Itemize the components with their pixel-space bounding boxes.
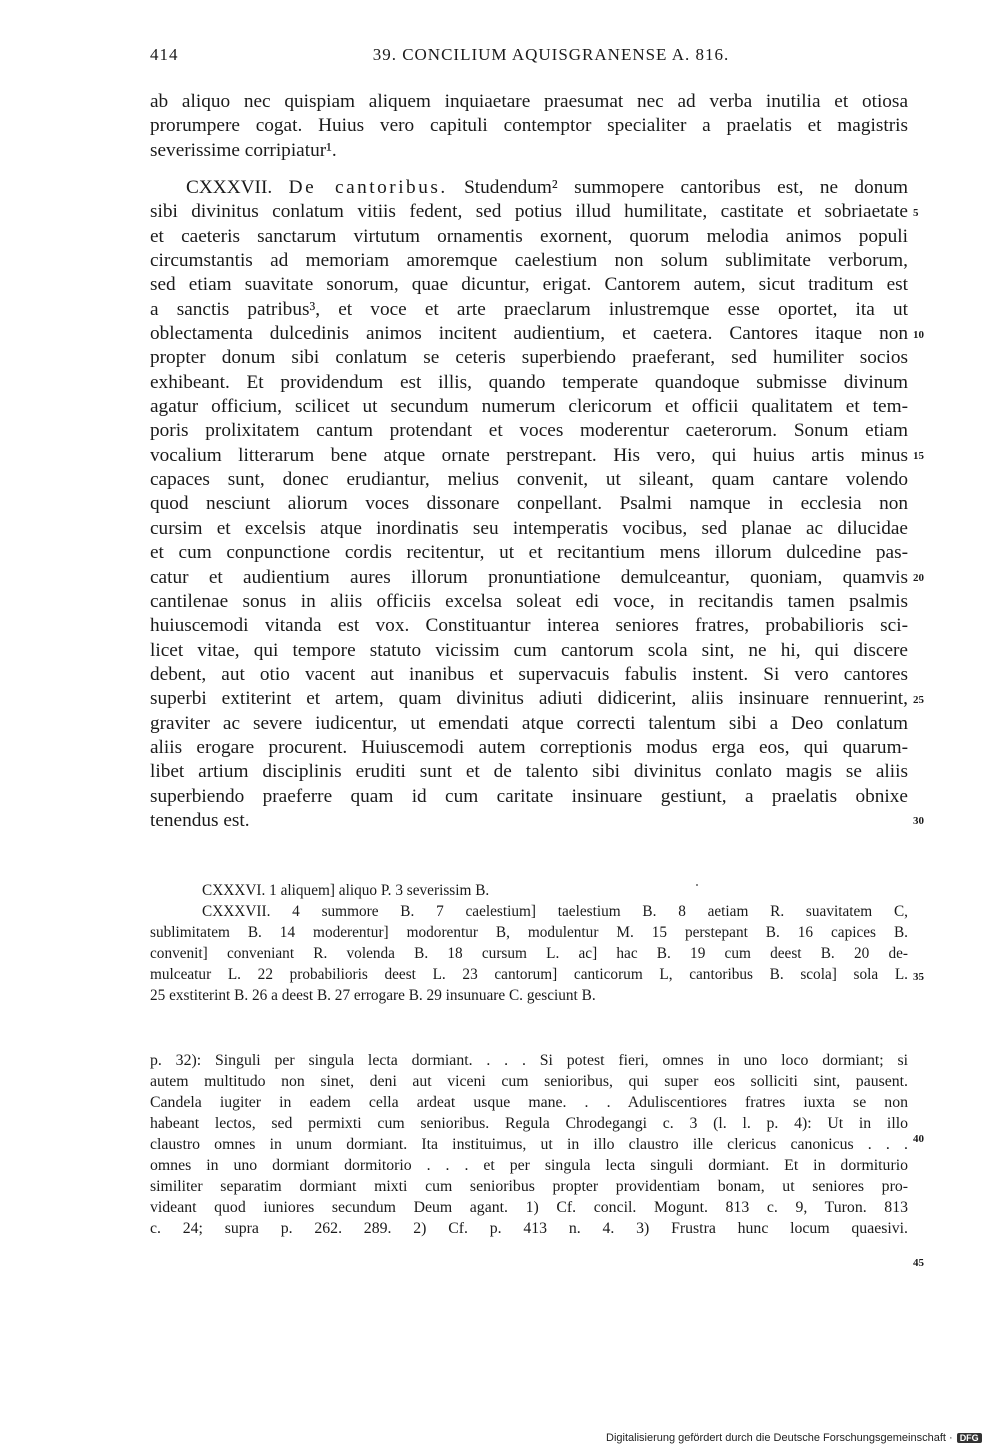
text-line: cursim et excelsis atque inordinatis seu intemperatis vocibus, sed planae ac dilucidae — [150, 517, 908, 539]
text-line: sed etiam suavitate sonorum, quae dicuntur, erigat. Cantorem autem, sicut traditum est — [150, 274, 908, 296]
dfg-logo: DFG — [957, 1433, 982, 1443]
footnote-line: c. 24; supra p. 262. 289. 2) Cf. p. 413 n. 4. 3) Frustra hunc locum quaesivi. — [150, 1220, 908, 1237]
text-line: et caeteris sanctarum virtutum ornamentis exornent, quorum melodia animos populi — [150, 225, 908, 247]
text-line: exhibeant. Et providendum est illis, quando temperate quandoque submisse divinum — [150, 371, 908, 393]
chapter-heading: CXXXVII. — [186, 177, 273, 198]
line-number: 20 — [913, 572, 924, 584]
text-line: ab aliquo nec quispiam aliquem inquiaetare praesumat nec ad verba inutilia et otiosa — [150, 91, 908, 112]
text-line: sibi divinitus conlatum vitiis fedent, sed potius illud humilitate, castitate et sobriaetate — [150, 201, 908, 223]
line-number: 10 — [913, 329, 924, 341]
line-number: 15 — [913, 450, 924, 462]
page-header — [150, 45, 912, 71]
text-line: circumstantis ad memoriam amoremque caelestium non solum sublimitate verborum, — [150, 250, 908, 272]
footnote-line: similiter separatim dormiant mixti cum senioribus propter providentiam bonam, ut seniores pro- — [150, 1178, 908, 1195]
text-line: cantilenae sonus in aliis officiis excelsa soleat edi voce, in recitandis tamen psalmis — [150, 590, 908, 612]
footnote-line: p. 32): Singuli per singula lecta dormiant. . . . Si potest fieri, omnes in uno loco dormiant; si — [150, 1052, 908, 1069]
apparatus-line: CXXXVI. 1 aliquem] aliquo P. 3 severissim B. — [202, 882, 490, 899]
text-line: capaces sunt, donec erudiantur, melius convenit, ut sileant, quam cantare volendo — [150, 469, 908, 491]
text-line: libet artium disciplinis eruditi sunt et de talento sibi divinitus conlato magis se aliis — [150, 761, 908, 783]
text-line: licet vitae, qui tempore statuto vicissim cum cantorum scola sint, ne hi, qui discere — [150, 639, 908, 661]
line-number: 40 — [913, 1133, 924, 1145]
critical-apparatus — [150, 880, 908, 1006]
apparatus-line: CXXXVII. 4 summore B. 7 caelestium] taelestium B. 8 aetiam R. suavitatem C, — [202, 903, 908, 920]
text-line: Studendum² summopere cantoribus est, ne donum — [464, 177, 908, 198]
footnote-line: Candela iugiter in eadem cella ardeat usque mane. . . Aduliscentiores fratres iuxta se non — [150, 1094, 908, 1111]
text-line: vocalium litterarum bene atque ornate perstrepant. His vero, qui huius artis minus — [150, 444, 908, 466]
footnote-line: autem multitudo non sinet, deni aut viceni cum senioribus, qui super eos solliciti sint, pausent. — [150, 1073, 908, 1090]
digitization-credit — [606, 1432, 986, 1446]
footnote-line: claustro omnes in unum dormiant. Ita instituimus, ut in illo claustro ille clericus canonicus . . . — [150, 1136, 908, 1153]
text-line: catur et audientium aures illorum pronuntiatione demulceantur, quoniam, quamvis — [150, 566, 908, 588]
text-line: a sanctis patribus³, et voce et arte praeclarum inlustremque esse oportet, ita ut — [150, 298, 908, 320]
text-line: superbiendo praeferre quam id cum caritate insinuare gestiunt, a praelatis obnixe — [150, 785, 908, 807]
text-line: aliis erogare procurent. Huiuscemodi autem correptionis modus erga eos, qui quarum- — [150, 736, 908, 758]
footnote-line: omnes in uno dormiant dormitorio . . . et per singula lecta singuli dormiant. Et in dormiturio — [150, 1157, 908, 1174]
line-number: 5 — [913, 207, 919, 219]
text-line: severissime corripiatur¹. — [150, 139, 337, 161]
line-number: 25 — [913, 694, 924, 706]
line-number: 45 — [913, 1257, 924, 1269]
paragraph-1 — [150, 90, 908, 163]
page-number: 414 — [150, 45, 179, 64]
chapter-first-line — [150, 176, 908, 200]
apparatus-line: sublimitatem B. 14 moderentur] modorentur B, modulentur M. 15 perstepant B. 16 capices B. — [150, 924, 908, 941]
text-line: superbi extiterint et artem, quam divinitus adiuti didicerint, aliis insinuare rennuerint, — [150, 688, 908, 710]
credit-text: Digitalisierung gefördert durch die Deutsche Forschungsgemeinschaft · — [606, 1432, 953, 1444]
text-line: agatur officium, scilicet ut secundum numerum clericorum et officii qualitatem et tem- — [150, 396, 908, 418]
text-line: tenendus est. — [150, 809, 250, 831]
footnote-line: videant quod iuniores secundum Deum agant. 1) Cf. concil. Mogunt. 813 c. 9, Turon. 813 — [150, 1199, 908, 1216]
chapter-title: De cantoribus. — [288, 177, 448, 198]
text-line: huiuscemodi vitanda est vox. Constituantur interea seniores fratres, probabilioris sci- — [150, 615, 908, 637]
text-line: debent, aut otio vacent aut inanibus et supervacuis fabulis instent. Si vero cantores — [150, 663, 908, 685]
text-line: poris prolixitatem cantum protendant et voces moderentur caeterorum. Sonum etiam — [150, 420, 908, 442]
apparatus-line: convenit] conveniant R. volenda B. 18 cursum L. ac] hac B. 19 cum deest B. 20 de- — [150, 945, 908, 962]
text-line: quod nesciunt aliorum voces dissonare conpellant. Psalmi namque in ecclesia non — [150, 493, 908, 515]
text-line: graviter ac severe iudicentur, ut emendati atque correcti talentum sibi a Deo conlatum — [150, 712, 908, 734]
line-number: 30 — [913, 815, 924, 827]
text-line: propter donum sibi conlatum se ceteris superbiendo praeferant, sed humiliter socios — [150, 347, 908, 369]
text-line: oblectamenta dulcedinis animos incitent audientium, et caetera. Cantores itaque non — [150, 323, 908, 345]
footnotes — [150, 1050, 908, 1239]
apparatus-line: 25 exstiterint B. 26 a deest B. 27 errogare B. 29 insunuare C. gesciunt B. — [150, 987, 596, 1004]
running-title: 39. CONCILIUM AQUISGRANENSE A. 816. — [372, 45, 730, 64]
chapter-cxxxvii — [150, 176, 908, 833]
text-line: et cum conpunctione cordis recitentur, ut et recitantium mens illorum dulcedine pas- — [150, 542, 908, 564]
apparatus-line: mulceatur L. 22 probabilioris deest L. 23 cantorum] canticorum L, cantoribus B. scola] sola L. — [150, 966, 908, 983]
footnote-line: habeant lectos, sed permixti cum senioribus. Regula Chrodegangi c. 3 (l. l. p. 4): Ut in illo — [150, 1115, 908, 1132]
text-line: prorumpere cogat. Huius vero capituli contemptor specialiter a praelatis et magistris — [150, 115, 908, 137]
line-number: 35 — [913, 971, 924, 983]
